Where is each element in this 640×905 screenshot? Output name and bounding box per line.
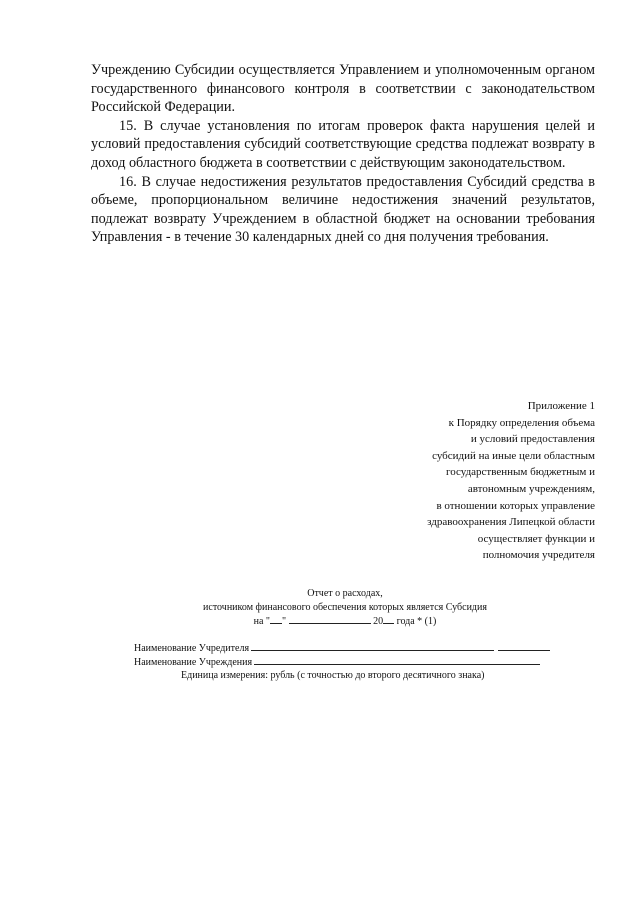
appendix-line: здравоохранения Липецкой области — [427, 516, 595, 529]
day-blank — [270, 614, 282, 624]
date-prefix: на " — [253, 616, 270, 628]
appendix-line: автономным учреждениям, — [467, 482, 595, 495]
founder-row — [134, 641, 564, 655]
year-blank — [383, 614, 394, 624]
institution-blank — [254, 655, 540, 665]
appendix-line: и условий предоставления — [470, 433, 595, 446]
founder-code-blank — [498, 641, 550, 651]
date-suffix: года * (1) — [396, 616, 437, 628]
appendix-header — [335, 398, 595, 564]
appendix-line: государственным бюджетным и — [446, 466, 595, 479]
institution-label: Наименование Учреждения — [134, 657, 253, 669]
date-quote: " — [282, 616, 287, 628]
report-subtitle: источником финансового обеспечения которых является Субсидия — [203, 601, 487, 613]
appendix-line: субсидий на иные цели областным — [432, 449, 595, 462]
report-title-block — [130, 587, 560, 629]
founder-blank — [251, 641, 494, 651]
report-title: Отчет о расходах, — [307, 588, 383, 599]
unit-row: Единица измерения: рубль (с точностью до второго десятичного знака) — [181, 670, 485, 682]
month-blank — [289, 614, 371, 624]
institution-row — [134, 655, 564, 669]
date-year: 20 — [373, 616, 384, 628]
appendix-line: Приложение 1 — [527, 400, 595, 412]
paragraph-continuation: Учреждению Субсидии осуществляется Управлением и уполномоченным органом государственного финансового контроля в соответствии с законодательством Российской Федерации. — [91, 62, 595, 116]
body-text — [91, 61, 595, 247]
report-date-line — [130, 614, 560, 629]
founder-label: Наименование Учредителя — [134, 643, 250, 654]
report-fields — [134, 641, 564, 683]
paragraph-15: 15. В случае установления по итогам проверок факта нарушения целей и условий предоставления субсидий соответствующие средства подлежат возврату в доход областного бюджета в соответствии с действующим законодательством. — [91, 117, 595, 171]
appendix-line: полномочия учредителя — [482, 549, 595, 562]
appendix-line: осуществляет функции и — [477, 532, 595, 545]
appendix-line: к Порядку определения объема — [448, 416, 595, 429]
paragraph-16: 16. В случае недостижения результатов предоставления Субсидий средства в объеме, пропорциональном величине недостижения значений результатов, подлежат возврату Учреждением в областной бюджет на основании требования Управления - в течение 30 календарных дней со дня получения требования. — [91, 173, 595, 246]
appendix-line: в отношении которых управление — [436, 499, 595, 512]
